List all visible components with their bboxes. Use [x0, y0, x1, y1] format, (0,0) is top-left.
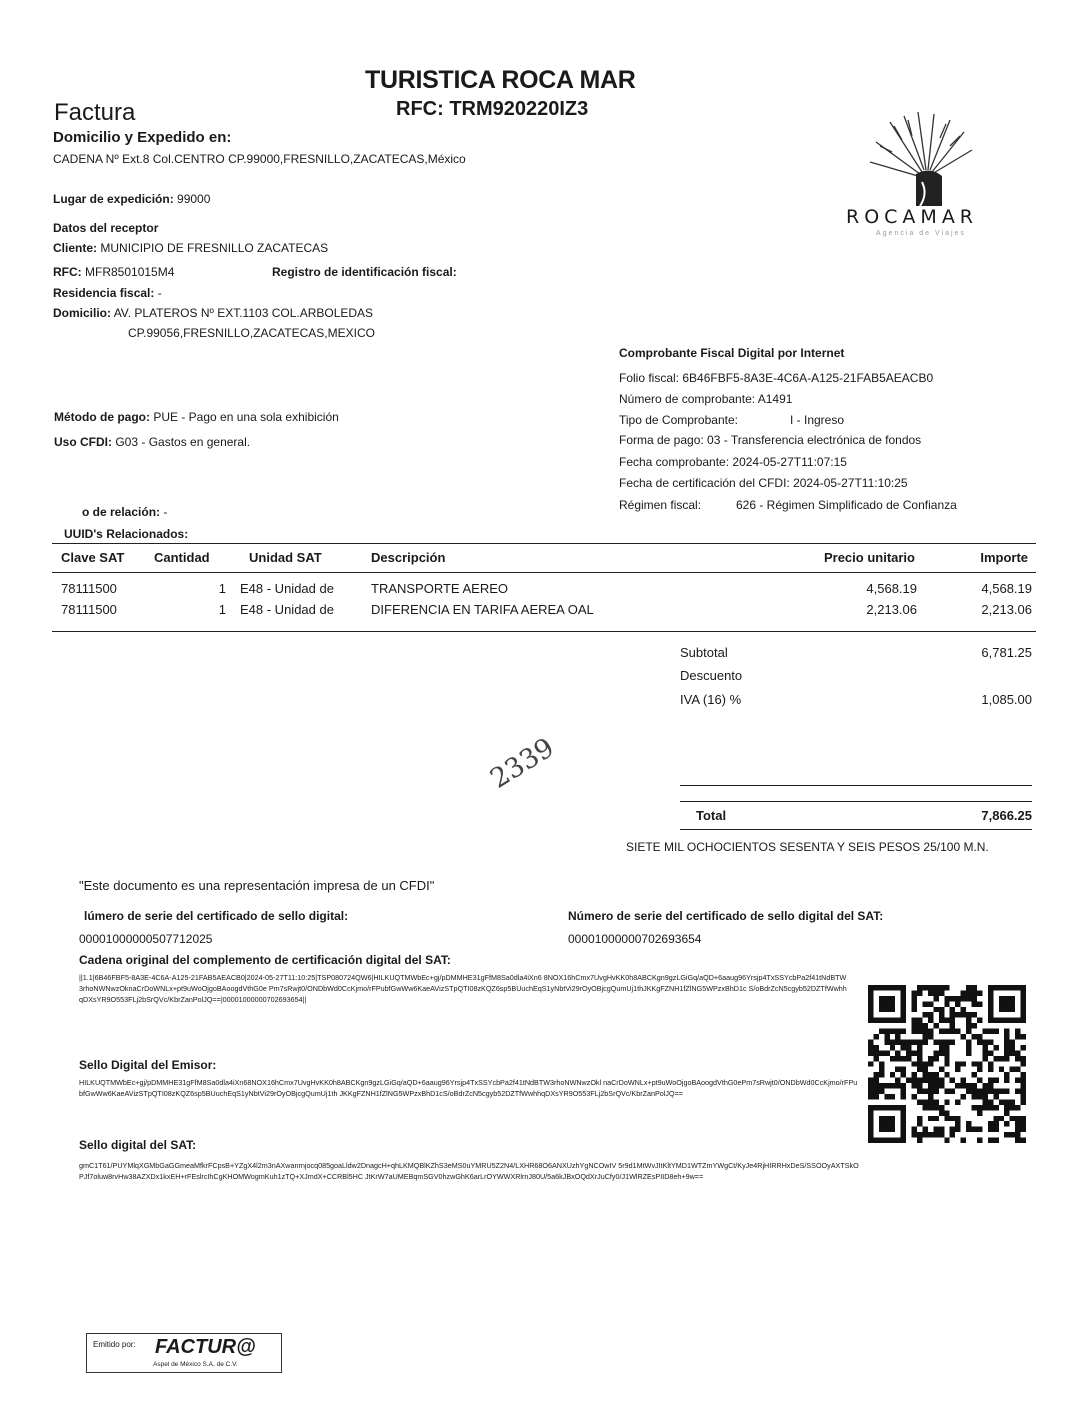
iva-label: IVA (16) %: [680, 692, 742, 707]
cliente-label: Cliente:: [53, 241, 98, 255]
metodo-pago-label: Método de pago:: [54, 410, 150, 424]
sello-sat-label: Sello digital del SAT:: [79, 1138, 197, 1152]
lugar-label: Lugar de expedición:: [53, 192, 174, 206]
table-header-rule: [52, 572, 1036, 573]
row1-cantidad: 1: [218, 581, 226, 596]
col-header-descripcion: Descripción: [371, 550, 446, 565]
col-header-importe: Importe: [980, 550, 1028, 565]
folio-fiscal: Folio fiscal: 6B46FBF5-8A3E-4C6A-A125-21FAB5AEACB0: [619, 371, 934, 385]
fecha-comprobante: Fecha comprobante: 2024-05-27T11:07:15: [619, 455, 847, 469]
descuento-label: Descuento: [680, 668, 743, 683]
company-name: TURISTICA ROCA MAR: [365, 66, 636, 94]
receptor-cliente: [53, 241, 328, 255]
iva-value: 1,085.00: [981, 692, 1032, 707]
residencia-fiscal: [53, 286, 162, 300]
uso-cfdi-value: G03 - Gastos en general.: [115, 435, 251, 449]
receptor-title: Datos del receptor: [53, 221, 159, 235]
cfdi-title: Comprobante Fiscal Digital por Internet: [619, 346, 845, 360]
table-top-rule: [52, 543, 1036, 544]
lugar-expedicion: [53, 192, 210, 206]
uso-cfdi-label: Uso CFDI:: [54, 435, 112, 449]
lugar-value: 99000: [177, 192, 211, 206]
subtotal-label: Subtotal: [680, 645, 728, 660]
numero-comprobante: Número de comprobante: A1491: [619, 392, 793, 406]
issuer-software-stamp: [86, 1333, 282, 1373]
tipo-relacion-label: o de relación:: [82, 505, 161, 519]
stamp-company: Aspel de México S.A. de C.V.: [153, 1361, 238, 1368]
row1-clave: 78111500: [61, 581, 117, 596]
table-bottom-rule: [52, 631, 1036, 632]
domicilio-title: Domicilio y Expedido en:: [53, 129, 232, 146]
amount-in-words: SIETE MIL OCHOCIENTOS SESENTA Y SEIS PESOS 25/100 M.N.: [626, 840, 989, 854]
regimen-fiscal-label: Régimen fiscal:: [619, 498, 702, 512]
receptor-rfc: [53, 265, 174, 279]
subtotal-value: 6,781.25: [981, 645, 1032, 660]
stamp-brand-logo: FACTUR@: [155, 1336, 256, 1358]
cliente-value: MUNICIPIO DE FRESNILLO ZACATECAS: [100, 241, 329, 255]
issuer-rfc: RFC: TRM920220IZ3: [396, 98, 589, 120]
col-header-cantidad: Cantidad: [154, 550, 210, 565]
cert-emisor-value: 00001000000507712025: [79, 932, 213, 946]
metodo-pago: [54, 410, 339, 424]
tipo-comprobante-label: Tipo de Comprobante:: [619, 413, 738, 427]
stamp-label: Emitido por:: [93, 1340, 136, 1349]
sello-sat-value: gmC1T61/PUYMlqXGMbGaGGmeaMfkrFCpsB+YZgX4l2m3nAXwanrnjocq085goaLldw2DnagcH+qhLKMQBlKZhS3eMS0uYMRU5Z2N4/LXHR68O6ANXUzhYgNCOwIV 5r9d1MtWvJItKltYMD1WTZmYWgCt/KyJe4RjHIRRHxDeS/SSOOyAXTSkOPJf7oluw8rvHw38AZXDx1kxEH+rFEslrcIhCgKHOMWogmKuh1zTQ+XJmdX+CCRBl5HC JtKrW7aUMEBqmSGV0hzwGhK6arLrOYWWXRlrnJ80U/5a6kJBxOQdXrJuCfy0/J1WlRZEsPIID8eh+9w==: [79, 1161, 859, 1181]
residencia-label: Residencia fiscal:: [53, 286, 155, 300]
totals-rule-3: [680, 829, 1032, 830]
cfdi-representation-note: "Este documento es una representación impresa de un CFDI": [79, 878, 435, 893]
sello-emisor-label: Sello Digital del Emisor:: [79, 1058, 217, 1072]
regimen-fiscal-value: 626 - Régimen Simplificado de Confianza: [736, 498, 957, 512]
row2-clave: 78111500: [61, 602, 117, 617]
handwritten-note: 2339: [485, 732, 560, 795]
receptor-domicilio: [53, 306, 373, 320]
issuer-address: CADENA Nº Ext.8 Col.CENTRO CP.99000,FRESNILLO,ZACATECAS,México: [53, 152, 466, 166]
document-type: Factura: [54, 99, 136, 126]
total-value: 7,866.25: [981, 808, 1032, 823]
row2-cantidad: 1: [218, 602, 226, 617]
rocamar-logo-subtitle: Agencia de Viajes: [876, 230, 966, 237]
receptor-rfc-label: RFC:: [53, 265, 82, 279]
cert-sat-value: 00001000000702693654: [568, 932, 702, 946]
tipo-relacion: [82, 505, 167, 519]
totals-rule-1: [680, 785, 1032, 786]
total-label: Total: [696, 808, 727, 823]
receptor-domicilio-line1: AV. PLATEROS Nº EXT.1103 COL.ARBOLEDAS: [113, 306, 374, 320]
totals-rule-2: [680, 801, 1032, 802]
row1-unidad: E48 - Unidad de: [240, 581, 334, 596]
cadena-original-value: ||1.1|6B46FBF5-8A3E-4C6A-A125-21FAB5AEACB0|2024-05-27T11:10:25|TSP080724QW6|HILKUQTMWbEc+gj/pDMMHE31gFfM8Sa0dla4iXn6 8NOX16hCmx7UvgHvKK0h8ABCKgn9gzLGiGq/aQD+6aaug96Yrsjp4TxSSYcbPa2f41tNdBTW3rhoNWNwzOknaCrDoWNLx+pt9uWoOjgoBAoogdVthG0e Pm7sRwjt0/ONDbWd0CcKjmo/rFPubfGwWw6KaeAVizSTpQTI08zKQZ6sp5BUuchEqS1yNbtVi29rOyOBjcgQumUj1thJKKgFZNH1fZlNG5WPzxBhD1c S/oBdrZcN5cgyb52DZTfWwhhqDXsYR9O553FLj2bSrQVc/KbrZanPolJQ==|00001000000702693654||: [79, 973, 847, 1004]
cert-sat-label: Número de serie del certificado de sello digital del SAT:: [568, 909, 884, 923]
metodo-pago-value: PUE - Pago en una sola exhibición: [153, 410, 339, 424]
rocamar-logo-text: ROCAMAR: [846, 206, 979, 228]
col-header-precio: Precio unitario: [823, 550, 915, 565]
cadena-original-label: Cadena original del complemento de certificación digital del SAT:: [79, 953, 451, 967]
row2-importe: 2,213.06: [981, 602, 1032, 617]
rocamar-palm-logo-icon: [860, 112, 980, 208]
fecha-certificacion: Fecha de certificación del CFDI: 2024-05-27T11:10:25: [619, 476, 908, 490]
tipo-relacion-value: -: [163, 505, 168, 519]
receptor-domicilio-label: Domicilio:: [53, 306, 112, 320]
row2-descripcion: DIFERENCIA EN TARIFA AEREA OAL: [371, 602, 594, 617]
row1-descripcion: TRANSPORTE AEREO: [371, 581, 509, 596]
row1-importe: 4,568.19: [981, 581, 1032, 596]
uuids-relacionados-label: UUID's Relacionados:: [64, 527, 189, 541]
receptor-rfc-value: MFR8501015M4: [85, 265, 175, 279]
forma-pago: Forma de pago: 03 - Transferencia electrónica de fondos: [619, 433, 922, 447]
row2-unidad: E48 - Unidad de: [240, 602, 334, 617]
residencia-value: -: [157, 286, 162, 300]
col-header-clave: Clave SAT: [61, 550, 125, 565]
tipo-comprobante-value: I - Ingreso: [790, 413, 845, 427]
row1-precio: 4,568.19: [866, 581, 917, 596]
sello-emisor-value: HILKUQTMWbEc+gj/pDMMHE31gFfM8Sa0dla4iXn68NOX16hCmx7UvgHvKK0h8ABCKgn9gzLGiGq/aQD+6aaug96Yrsjp4TxSSYcbPa2f41tNdBTW3rhoNWNwzOkl naCrDoWNLx+pt9uWoOjgoBAoogdVthG0ePm7sRwjt0/ONDbWd0CcKjmo/rFPubfGwWw6KaeAVizSTpQTI08zKQZ6sp5BUuchEqS1yNbtVi29rOyOBjcgQumUj1th JKKgFZNH1fZlNG5WPzxBhD1cS/oBdrZcN5cgyb52DZTfWwhhqDXsYR9O553FLj2bSrQVc/KbrZanPolJQ==: [79, 1078, 858, 1098]
cert-emisor-label: lúmero de serie del certificado de sello digital:: [84, 909, 349, 923]
qr-code-icon: [868, 985, 1026, 1143]
receptor-domicilio-line2: CP.99056,FRESNILLO,ZACATECAS,MEXICO: [128, 326, 375, 340]
row2-precio: 2,213.06: [866, 602, 917, 617]
uso-cfdi: [54, 435, 250, 449]
col-header-unidad: Unidad SAT: [249, 550, 322, 565]
registro-fiscal-label: Registro de identificación fiscal:: [272, 265, 457, 279]
